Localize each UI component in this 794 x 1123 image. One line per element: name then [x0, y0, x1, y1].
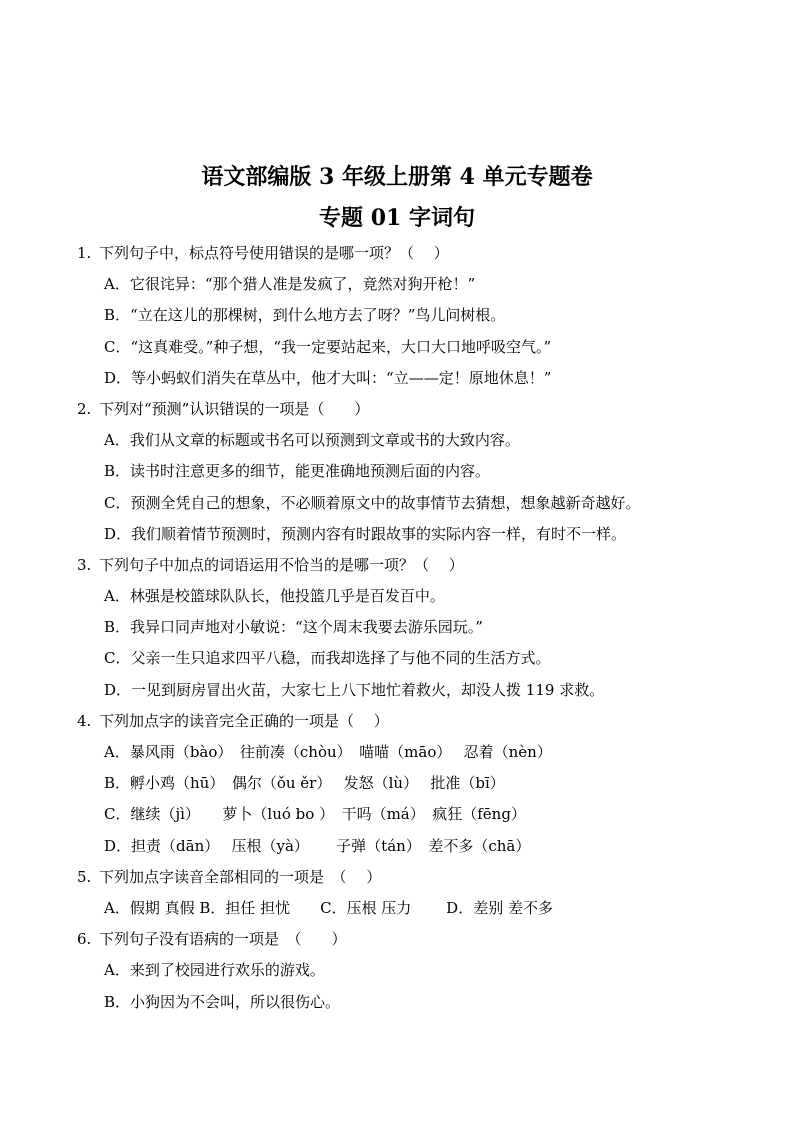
question-number: 3.	[77, 555, 92, 574]
question-option: B．读书时注意更多的细节，能更准确地预测后面的内容。	[104, 462, 491, 481]
question-number: 1.	[77, 244, 92, 262]
document-subtitle: 专题 01 字词句	[319, 205, 475, 231]
question-option: A．我们从文章的标题或书名可以预测到文章或书的大致内容。	[104, 431, 520, 450]
question-number: 6.	[77, 930, 92, 949]
question-stem	[77, 550, 777, 581]
question-option: A．它很诧异：“那个猎人准是发疯了，竟然对狗开枪！”	[104, 275, 476, 294]
question-text: 下列对“预测”认识错误的一项是（ ）	[99, 399, 370, 418]
question-option: D．担责（dān） 压根（yà） 子弹（tán） 差不多（chā）	[104, 836, 531, 855]
question-option: A．暴风雨（bào） 往前凑（chòu） 喵喵（māo） 忍着（nèn）	[104, 743, 552, 761]
question-5	[77, 862, 777, 924]
question-option: C．继续（jì） 萝卜（luó bo ） 干吗（má） 疯狂（fēng）	[104, 805, 526, 824]
question-text: 下列句子中，标点符号使用错误的是哪一项？（ ）	[99, 244, 449, 262]
question-stem	[77, 924, 777, 955]
question-stem	[77, 394, 777, 425]
question-number: 2.	[77, 399, 92, 418]
question-option: D．等小蚂蚁们消失在草丛中，他才大叫：“立——定！原地休息！”	[104, 368, 552, 387]
question-2	[77, 394, 777, 550]
question-1	[77, 238, 777, 394]
question-6	[77, 924, 777, 1018]
question-text: 下列加点字读音全部相同的一项是 （ ）	[99, 867, 382, 886]
question-stem	[77, 706, 777, 737]
question-4	[77, 706, 777, 862]
question-number: 4.	[77, 711, 92, 730]
question-option: D．我们顺着情节预测时，预测内容有时跟故事的实际内容一样，有时不一样。	[104, 524, 627, 543]
question-option: B．孵小鸡（hū） 偶尔（ǒu ěr） 发怒（lù） 批准（bī）	[104, 774, 505, 793]
question-text: 下列句子中加点的词语运用不恰当的是哪一项？（ ）	[99, 555, 464, 574]
question-number: 5.	[77, 867, 92, 886]
question-option: C．父亲一生只追求四平八稳，而我却选择了与他不同的生活方式。	[104, 649, 551, 668]
question-option: B．我异口同声地对小敏说：“这个周末我要去游乐园玩。”	[104, 618, 483, 637]
question-text: 下列句子没有语病的一项是 （ ）	[99, 930, 347, 949]
question-option: A．林强是校篮球队队长，他投篮几乎是百发百中。	[104, 587, 445, 606]
question-text: 下列加点字的读音完全正确的一项是（ ）	[99, 711, 389, 730]
document-title: 语文部编版 3 年级上册第 4 单元专题卷	[201, 164, 593, 190]
question-option: B．小狗因为不会叫，所以很伤心。	[104, 992, 341, 1011]
question-option: B．“立在这儿的那棵树，到什么地方去了呀？”鸟儿问树根。	[104, 306, 506, 325]
question-option: D．一见到厨房冒出火苗，大家七上八下地忙着救火，却没人拨 119 求救。	[104, 680, 605, 699]
question-3	[77, 550, 777, 706]
question-option: A．来到了校园进行欢乐的游戏。	[104, 961, 325, 980]
question-option: A．假期 真假 B．担任 担忧 C．压根 压力 D．差别 差不多	[104, 898, 553, 917]
question-option: C．预测全凭自己的想象，不必顺着原文中的故事情节去猜想，想象越新奇越好。	[104, 493, 641, 512]
question-stem	[77, 862, 777, 893]
question-stem	[77, 238, 777, 269]
question-option: C．“这真难受。”种子想，“我一定要站起来，大口大口地呼吸空气。”	[104, 337, 552, 356]
question-list	[77, 238, 777, 1018]
